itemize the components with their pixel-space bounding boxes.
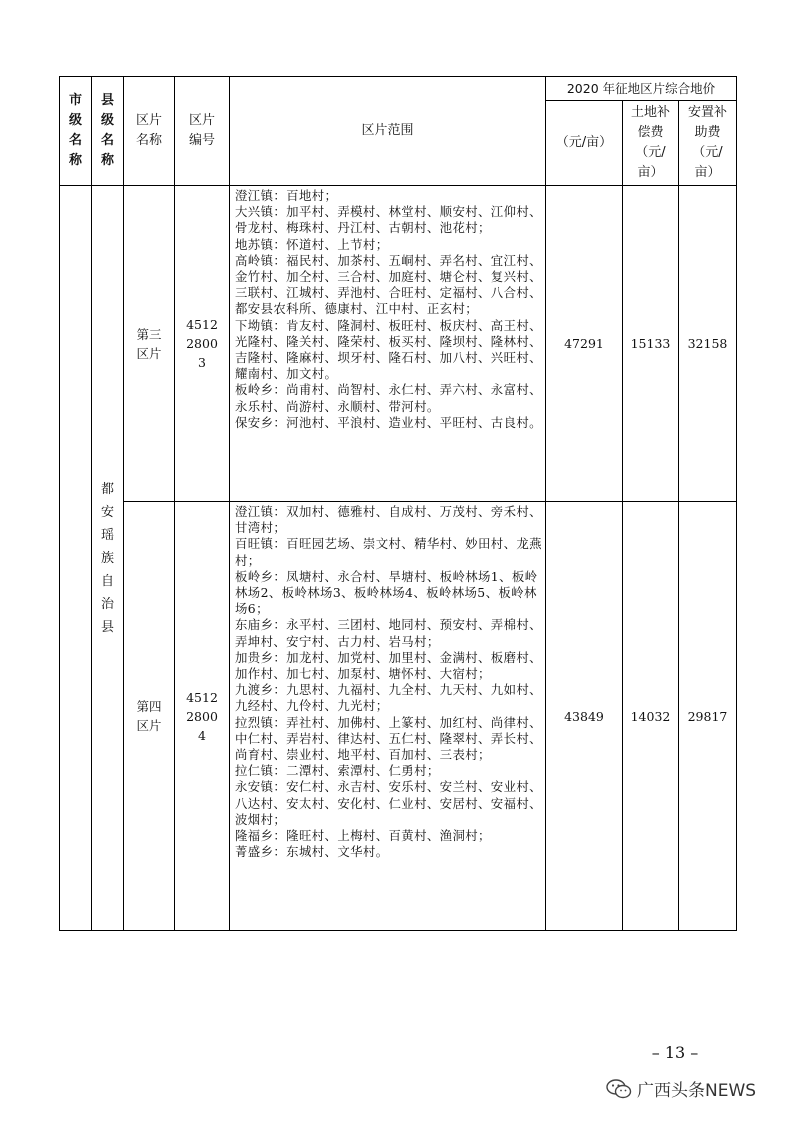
- watermark: [606, 1076, 756, 1101]
- scope-line: 拉烈镇：弄社村、加佛村、上篆村、加红村、尚律村、中仁村、弄岩村、律达村、五仁村、隆翠村、弄长村、尚育村、崇业村、地平村、百加村、三表村；: [235, 714, 542, 763]
- scope-line: 东庙乡：永平村、三团村、地同村、预安村、弄棉村、弄坤村、安宁村、古力村、岩马村；: [235, 617, 542, 649]
- table-row: [60, 502, 737, 931]
- land-price-table: [59, 76, 737, 931]
- scope-line: 下坳镇：肯友村、隆洞村、板旺村、板庆村、高王村、光隆村、隆关村、隆荣村、板买村、隆坝村、隆林村、吉隆村、隆麻村、坝牙村、隆石村、加八村、兴旺村、耀南村、加文村。: [235, 317, 542, 382]
- header-row-1: [60, 77, 737, 101]
- land-compensation-cell: 14032: [623, 502, 679, 931]
- scope-line: 板岭乡：尚甫村、尚智村、永仁村、弄六村、永富村、永乐村、尚游村、永顺村、带河村。: [235, 382, 542, 414]
- header-county: 县级名称: [92, 77, 124, 186]
- header-zone-name: 区片名称: [124, 77, 175, 186]
- scope-line: 隆福乡：隆旺村、上梅村、百黄村、渔洞村；: [235, 828, 491, 844]
- scope-line: 百旺镇：百旺园艺场、崇文村、精华村、妙田村、龙燕村；: [235, 536, 542, 568]
- watermark-text: 广西头条NEWS: [637, 1081, 757, 1101]
- header-land-compensation: 土地补偿费（元/亩）: [623, 101, 679, 186]
- scope-line: 九渡乡：九思村、九福村、九全村、九天村、九如村、九经村、九伶村、九光村；: [235, 682, 542, 714]
- city-cell: [60, 186, 92, 931]
- scope-line: 大兴镇：加平村、弄模村、林堂村、顺安村、江仰村、骨龙村、梅珠村、丹江村、古朝村、池花村；: [235, 204, 542, 236]
- scope-line: 澄江镇：百地村；: [235, 188, 338, 203]
- county-cell: 都安瑶族自治县: [92, 186, 124, 931]
- price-cell: 47291: [546, 186, 623, 502]
- land-compensation-cell: 15133: [623, 186, 679, 502]
- scope-line: 澄江镇：双加村、德雅村、自成村、万茂村、旁禾村、甘湾村；: [235, 504, 542, 536]
- wechat-icon: [606, 1079, 632, 1099]
- header-zone-code: 区片编号: [175, 77, 230, 186]
- zone-scope-cell: [230, 502, 546, 931]
- price-cell: 43849: [546, 502, 623, 931]
- header-scope: 区片范围: [230, 77, 546, 186]
- scope-line: 地苏镇：怀道村、上节村；: [235, 236, 389, 252]
- header-price: （元/亩）: [546, 101, 623, 186]
- scope-line: 高岭镇：福民村、加茶村、五峒村、弄名村、宜江村、金竹村、加仝村、三合村、加庭村、塘仑村、复兴村、三联村、江城村、弄池村、合旺村、定福村、八合村、都安县农科所、德康村、江中村、正玄村；: [235, 252, 542, 317]
- zone-name-cell: 第四区片: [124, 502, 175, 931]
- header-city: 市级名称: [60, 77, 92, 186]
- resettlement-cell: 32158: [679, 186, 737, 502]
- scope-line: 永安镇：安仁村、永吉村、安乐村、安兰村、安业村、八达村、安太村、安化村、仁业村、安居村、安福村、波烟村；: [235, 779, 542, 827]
- page-number: – 13 –: [651, 1043, 699, 1062]
- zone-name-cell: 第三区片: [124, 186, 175, 502]
- table-row: [60, 186, 737, 502]
- header-resettlement: 安置补助费（元/亩）: [679, 101, 737, 186]
- header-price-group: 2020 年征地区片综合地价: [546, 77, 737, 101]
- scope-line: 板岭乡：凤塘村、永合村、旱塘村、板岭林场1、板岭林场2、板岭林场3、板岭林场4、板岭林场5、板岭林场6；: [235, 568, 538, 617]
- zone-scope-cell: [230, 186, 546, 502]
- scope-line: 加贵乡：加龙村、加党村、加里村、金满村、板磨村、加作村、加七村、加泵村、塘怀村、大宿村；: [235, 649, 542, 682]
- scope-line: 菁盛乡：东城村、文华村。: [235, 844, 389, 860]
- scope-line: 保安乡：河池村、平浪村、造业村、平旺村、古良村。: [235, 414, 542, 430]
- resettlement-cell: 29817: [679, 502, 737, 931]
- zone-code-cell: 451228004: [175, 502, 230, 931]
- scope-line: 拉仁镇：二潭村、索潭村、仁勇村；: [235, 763, 440, 779]
- zone-code-cell: 451228003: [175, 186, 230, 502]
